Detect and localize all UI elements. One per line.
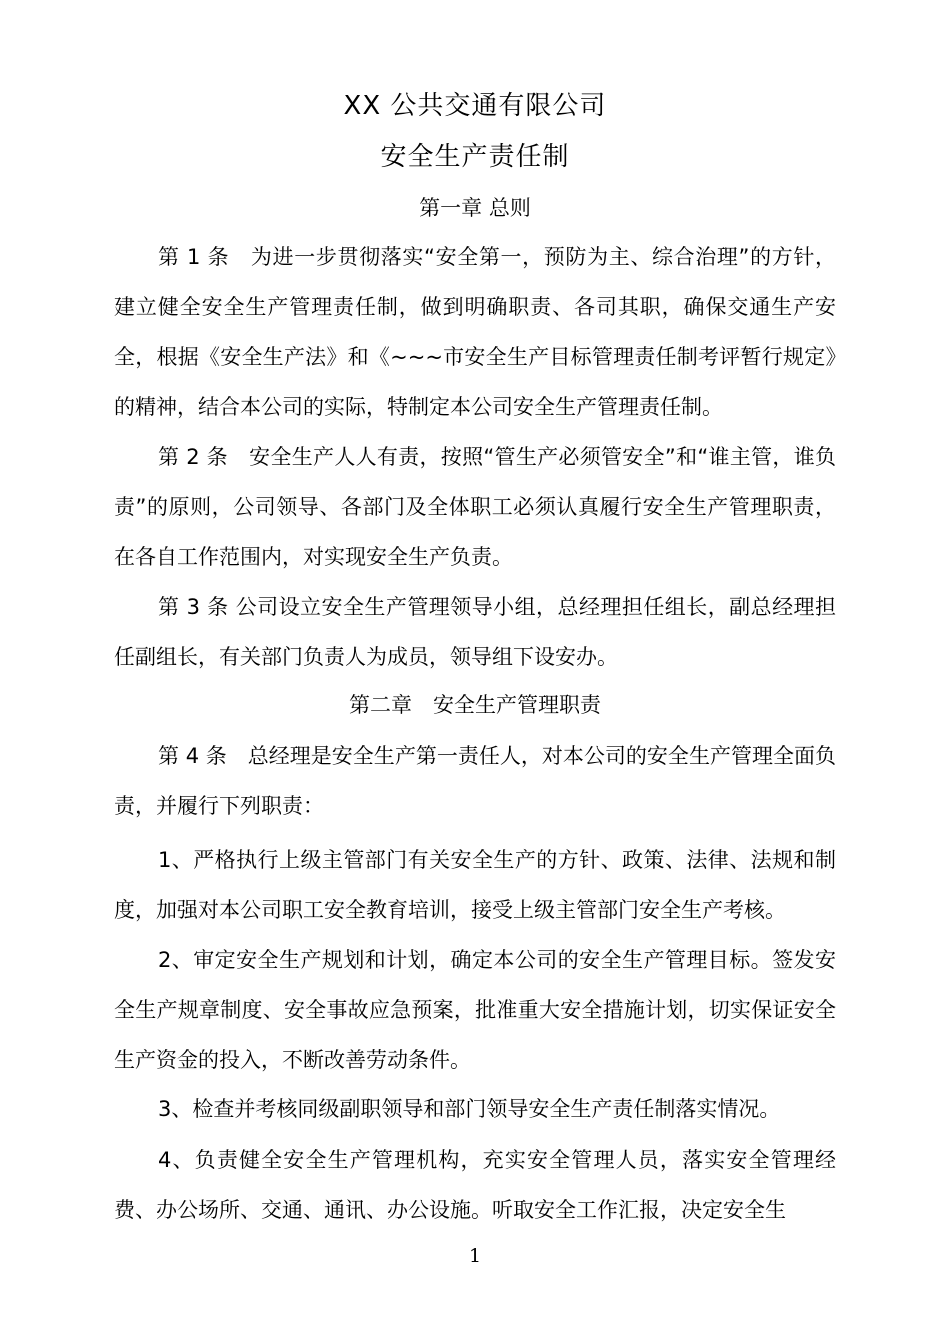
document-title: 安全生产责任制: [380, 142, 570, 172]
item-4: [114, 1135, 836, 1235]
item-1: [114, 835, 836, 935]
article-3: [114, 582, 836, 682]
item-3: [114, 1084, 836, 1134]
item-3-text: 3、检查并考核同级副职领导和部门领导安全生产责任制落实情况。: [158, 1097, 781, 1121]
chapter-2-heading: 第二章 安全生产管理职责: [349, 693, 601, 717]
article-4-text: 第 4 条 总经理是安全生产第一责任人，对本公司的安全生产管理全面负责，并履行下列职责：: [114, 744, 836, 818]
article-1: [114, 232, 836, 432]
article-4: [114, 731, 836, 831]
article-1-text: 第 1 条 为进一步贯彻落实“安全第一，预防为主、综合治理”的方针，建立健全安全生产管理责任制，做到明确职责、各司其职，确保交通生产安全，根据《安全生产法》和《~~~市安全生产目标管理责任制考评暂行规定》的精神，结合本公司的实际，特制定本公司安全生产管理责任制。: [114, 245, 836, 419]
item-2: [114, 935, 836, 1085]
article-2-text: 第 2 条 安全生产人人有责，按照“管生产必须管安全”和“谁主管，谁负责”的原则，公司领导、各部门及全体职工必须认真履行安全生产管理职责，在各自工作范围内，对实现安全生产负责。: [114, 445, 836, 569]
company-title: XX 公共交通有限公司: [343, 91, 607, 121]
article-3-text: 第 3 条 公司设立安全生产管理领导小组，总经理担任组长，副总经理担任副组长，有关部门负责人为成员，领导组下设安办。: [114, 595, 836, 669]
page-number: 1: [468, 1245, 482, 1267]
chapter-1-heading: 第一章 总则: [419, 196, 531, 220]
item-1-text: 1、严格执行上级主管部门有关安全生产的方针、政策、法律、法规和制度，加强对本公司职工安全教育培训，接受上级主管部门安全生产考核。: [114, 848, 836, 922]
item-4-text: 4、负责健全安全生产管理机构，充实安全管理人员，落实安全管理经费、办公场所、交通、通讯、办公设施。听取安全工作汇报，决定安全生: [114, 1148, 836, 1222]
article-2: [114, 432, 836, 582]
item-2-text: 2、审定安全生产规划和计划，确定本公司的安全生产管理目标。签发安全生产规章制度、安全事故应急预案，批准重大安全措施计划，切实保证安全生产资金的投入，不断改善劳动条件。: [114, 948, 836, 1072]
